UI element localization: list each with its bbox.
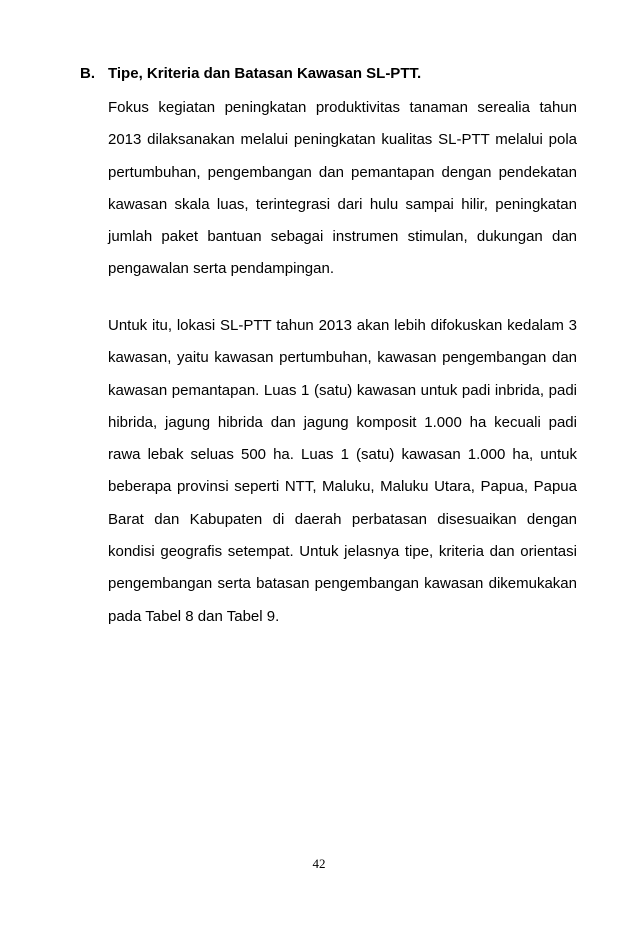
section-heading xyxy=(80,63,600,85)
page-number: 42 xyxy=(312,856,326,871)
paragraph-location: Untuk itu, lokasi SL-PTT tahun 2013 akan lebih difokuskan kedalam 3 kawasan, yaitu kawasan pertumbuhan, kawasan pengembangan dan kawasan pemantapan. Luas 1 (satu) kawasan untuk padi inbrida, padi hibrida, jagung hibrida dan jagung komposit 1.000 ha kecuali padi rawa lebak seluas 500 ha. Luas 1 (satu) kawasan 1.000 ha, untuk beberapa provinsi seperti NTT, Maluku, Maluku Utara, Papua, Papua Barat dan Kabupaten di daerah perbatasan disesuaikan dengan kondisi geografis setempat. Untuk jelasnya tipe, kriteria dan orientasi pengembangan serta batasan pengembangan kawasan dikemukakan pada Tabel 8 dan Tabel 9. xyxy=(108,317,577,625)
section-letter: B. xyxy=(80,65,95,82)
paragraph-intro: Fokus kegiatan peningkatan produktivitas tanaman serealia tahun 2013 dilaksanakan melalui peningkatan kualitas SL-PTT melalui pola pertumbuhan, pengembangan dan pemantapan dengan pendekatan kawasan skala luas, terintegrasi dari hulu sampai hilir, peningkatan jumlah paket bantuan sebagai instrumen stimulan, dukungan dan pengawalan serta pendampingan. xyxy=(108,99,577,278)
section-title: Tipe, Kriteria dan Batasan Kawasan SL-PTT. xyxy=(108,65,422,82)
